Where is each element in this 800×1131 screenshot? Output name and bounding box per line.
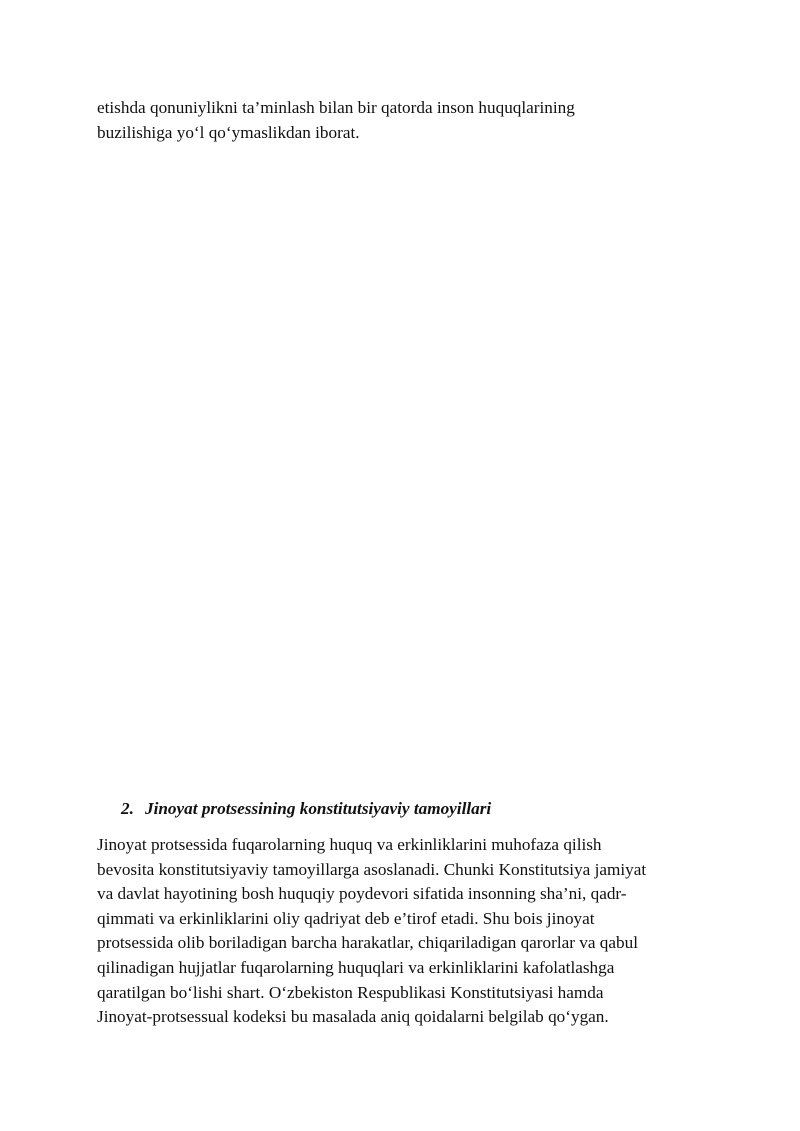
paragraph-line: buzilishiga yo‘l qo‘ymaslikdan iborat. — [97, 122, 360, 142]
section-number: 2. — [121, 799, 134, 818]
paragraph-line: Jinoyat-protsessual kodeksi bu masalada aniq qoidalarni belgilab qo‘ygan. — [97, 1007, 609, 1027]
paragraph-line: qimmati va erkinliklarini oliy qadriyat deb e’tirof etadi. Shu bois jinoyat — [97, 908, 595, 928]
paragraph-line: Jinoyat protsessida fuqarolarning huquq va erkinliklarini muhofaza qilish — [97, 835, 602, 854]
paragraph-line: protsessida olib boriladigan barcha harakatlar, chiqariladigan qarorlar va qabul — [97, 933, 638, 953]
top-paragraph — [97, 96, 717, 145]
section-title: Jinoyat protsessining konstitutsiyaviy tamoyillari — [145, 799, 492, 818]
paragraph-line: va davlat hayotining bosh huquqiy poydevori sifatida insonning sha’ni, qadr- — [97, 884, 627, 904]
paragraph-line: bevosita konstitutsiyaviy tamoyillarga asoslanadi. Chunki Konstitutsiya jamiyat — [97, 859, 647, 879]
section-heading — [121, 797, 491, 821]
paragraph-line: qilinadigan hujjatlar fuqarolarning huquqlari va erkinliklarini kafolatlashga — [97, 957, 615, 977]
body-paragraph — [97, 833, 717, 1030]
paragraph-line: etishda qonuniylikni ta’minlash bilan bir qatorda inson huquqlarining — [97, 98, 575, 117]
paragraph-line: qaratilgan bo‘lishi shart. O‘zbekiston Respublikasi Konstitutsiyasi hamda — [97, 982, 604, 1002]
